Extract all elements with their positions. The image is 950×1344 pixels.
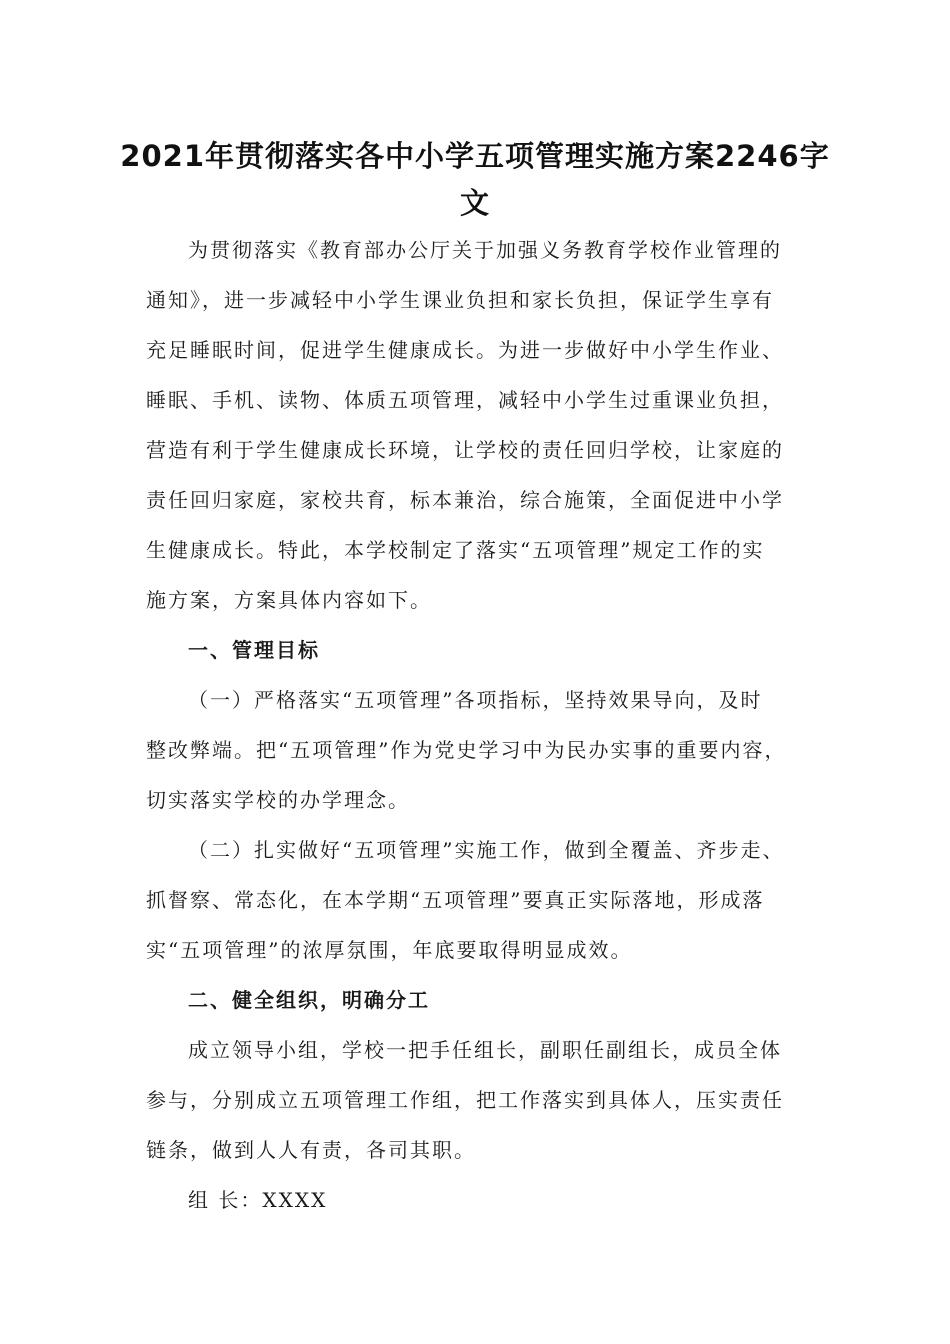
paragraph-line: 生健康成长。特此，本学校制定了落实“五项管理”规定工作的实	[146, 538, 765, 562]
paragraph-line: 整改弊端。把“五项管理”作为党史学习中为民办实事的重要内容，	[146, 738, 787, 762]
paragraph-line: 充足睡眠时间，促进学生健康成长。为进一步做好中小学生作业、	[146, 338, 784, 362]
document-title-line1: 2021年贯彻落实各中小学五项管理实施方案2246字	[120, 139, 830, 173]
paragraph-line: 施方案，方案具体内容如下。	[146, 588, 432, 612]
leader-line: 组 长：XXXX	[188, 1188, 328, 1212]
paragraph-line: （二）扎实做好“五项管理”实施工作，做到全覆盖、齐步走、	[188, 838, 785, 862]
paragraph-line: 睡眠、手机、读物、体质五项管理，减轻中小学生过重课业负担，	[146, 388, 784, 412]
document-title-line2: 文	[459, 186, 490, 220]
section-heading: 一、管理目标	[188, 638, 320, 662]
paragraph-line: 链条，做到人人有责，各司其职。	[146, 1138, 476, 1162]
paragraph-line: 参与，分别成立五项管理工作组，把工作落实到具体人，压实责任	[146, 1088, 784, 1112]
paragraph-line: 切实落实学校的办学理念。	[146, 788, 410, 812]
paragraph-line: 实“五项管理”的浓厚氛围，年底要取得明显成效。	[146, 938, 633, 962]
paragraph-line: 为贯彻落实《教育部办公厅关于加强义务教育学校作业管理的	[188, 238, 782, 262]
paragraph-line: 成立领导小组，学校一把手任组长，副职任副组长，成员全体	[188, 1038, 782, 1062]
paragraph-line: 营造有利于学生健康成长环境，让学校的责任回归学校，让家庭的	[146, 438, 784, 462]
paragraph-line: 通知》，进一步减轻中小学生课业负担和家长负担，保证学生享有	[146, 288, 774, 312]
paragraph-line: 抓督察、常态化，在本学期“五项管理”要真正实际落地，形成落	[146, 888, 765, 912]
section-heading: 二、健全组织，明确分工	[188, 988, 430, 1012]
paragraph-line: 责任回归家庭，家校共育，标本兼治，综合施策，全面促进中小学	[146, 488, 784, 512]
paragraph-line: （一）严格落实“五项管理”各项指标，坚持效果导向，及时	[188, 688, 763, 712]
